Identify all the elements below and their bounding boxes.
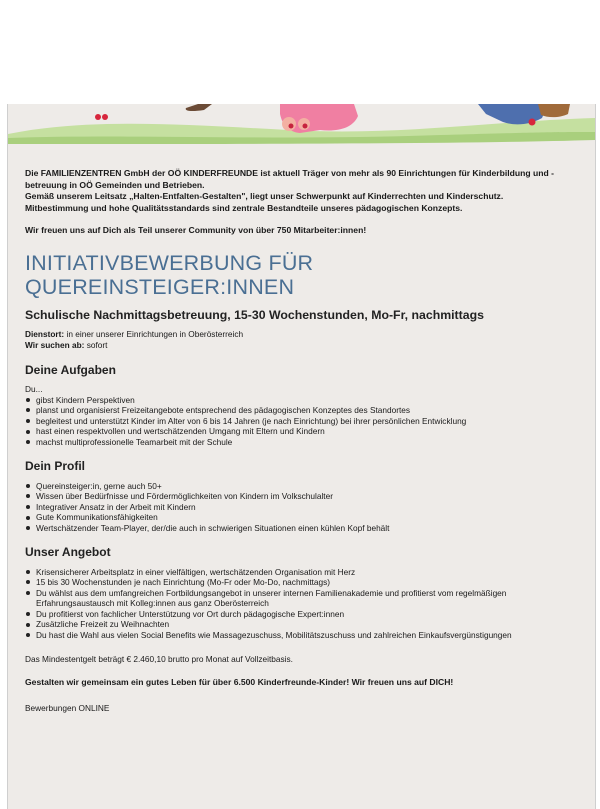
header-illustration	[8, 104, 595, 148]
flower-left-1	[95, 114, 101, 120]
list-item: Du wählst aus dem umfangreichen Fortbildungsangebot in unserer internen Familienakademie und profitierst vom regelmäßigen Erfahrungsaustausch mit Kolleg:innen aus ganz Oberösterreich	[25, 588, 575, 609]
title-line-1: INITIATIVBEWERBUNG FÜR	[25, 250, 314, 275]
intro-line-1: Die FAMILIENZENTREN GmbH der OÖ KINDERFREUNDE ist aktuell Träger von mehr als 90 Einrichtungen für Kinderbildung und -	[25, 168, 555, 178]
apply-online-link[interactable]: Bewerbungen ONLINE	[25, 702, 110, 713]
red-button-1	[289, 124, 294, 129]
list-item: Krisensicherer Arbeitsplatz in einer vielfältigen, wertschätzenden Organisation mit Herz	[25, 567, 575, 578]
closing-statement: Gestalten wir gemeinsam ein gutes Leben für über 6.500 Kinderfreunde-Kinder! Wir freuen uns auf DICH!	[25, 676, 454, 687]
intro-line-4: Mitbestimmung und hohe Qualitätsstandards sind zentrale Bestandteile unseres pädagogischen Konzepts.	[25, 202, 463, 213]
job-ad-page	[7, 104, 596, 809]
salary-note: Das Mindestentgelt beträgt € 2.460,10 brutto pro Monat auf Vollzeitbasis.	[25, 653, 293, 664]
start-row: Wir suchen ab: sofort	[25, 340, 108, 351]
list-item: gibst Kindern Perspektiven	[25, 395, 575, 406]
list-item: Zusätzliche Freizeit zu Weihnachten	[25, 619, 575, 630]
list-item: planst und organisierst Freizeitangebote entsprechend des pädagogischen Konzeptes des Standortes	[25, 405, 575, 416]
list-item: Wissen über Bedürfnisse und Fördermöglichkeiten von Kindern im Volkschulalter	[25, 491, 575, 502]
job-subtitle: Schulische Nachmittagsbetreuung, 15-30 Wochenstunden, Mo-Fr, nachmittags	[25, 307, 484, 322]
aufgaben-heading: Deine Aufgaben	[25, 362, 116, 377]
intro-section	[25, 168, 575, 237]
list-item: Du hast die Wahl aus vielen Social Benefits wie Massagezuschuss, Mobilitätszuschuss und zahlreichen Einkaufsvergünstigungen	[25, 630, 575, 641]
page-title	[25, 251, 575, 299]
child-hand-left	[282, 117, 296, 131]
flower-right	[529, 119, 536, 126]
child-arm-left	[186, 104, 212, 111]
list-item: Wertschätzender Team-Player, der/die auch in schwierigen Situationen einen kühlen Kopf behält	[25, 523, 575, 534]
job-details	[25, 329, 575, 352]
dienstort-row: Dienstort: in einer unserer Einrichtungen in Oberösterreich	[25, 328, 244, 339]
intro-line-3: Gemäß unserem Leitsatz „Halten-Entfalten-Gestalten", liegt unser Schwerpunkt auf Kinderrechten und Kinderschutz.	[25, 191, 504, 202]
angebot-list	[25, 567, 575, 641]
intro-line-2: betreuung in OÖ Gemeinden und Betrieben.	[25, 179, 205, 190]
list-item: Quereinsteiger:in, gerne auch 50+	[25, 481, 575, 492]
angebot-heading: Unser Angebot	[25, 544, 111, 559]
flower-left-2	[102, 114, 108, 120]
child-shoe	[538, 104, 570, 117]
list-item: Du profitierst von fachlicher Unterstützung vor Ort durch pädagogische Expert:innen	[25, 609, 575, 620]
list-item: begleitest und unterstützt Kinder im Alter von 6 bis 14 Jahren (je nach Einrichtung) bei ihrer persönlichen Entwicklung	[25, 416, 575, 427]
job-ad-content	[25, 168, 575, 714]
title-line-2: QUEREINSTEIGER:INNEN	[25, 274, 295, 299]
aufgaben-list	[25, 395, 575, 448]
list-item: 15 bis 30 Wochenstunden je nach Einrichtung (Mo-Fr oder Mo-Do, nachmittags)	[25, 577, 575, 588]
list-item: hast einen respektvollen und wertschätzenden Umgang mit Eltern und Kindern	[25, 426, 575, 437]
profil-list	[25, 481, 575, 534]
list-item: Gute Kommunikationsfähigkeiten	[25, 512, 575, 523]
aufgaben-lead: Du...	[25, 383, 43, 394]
intro-community: Wir freuen uns auf Dich als Teil unserer Community von über 750 Mitarbeiter:innen!	[25, 225, 367, 236]
red-button-2	[303, 124, 308, 129]
list-item: Integrativer Ansatz in der Arbeit mit Kindern	[25, 502, 575, 513]
profil-heading: Dein Profil	[25, 458, 86, 473]
list-item: machst multiprofessionelle Teamarbeit mit der Schule	[25, 437, 575, 448]
